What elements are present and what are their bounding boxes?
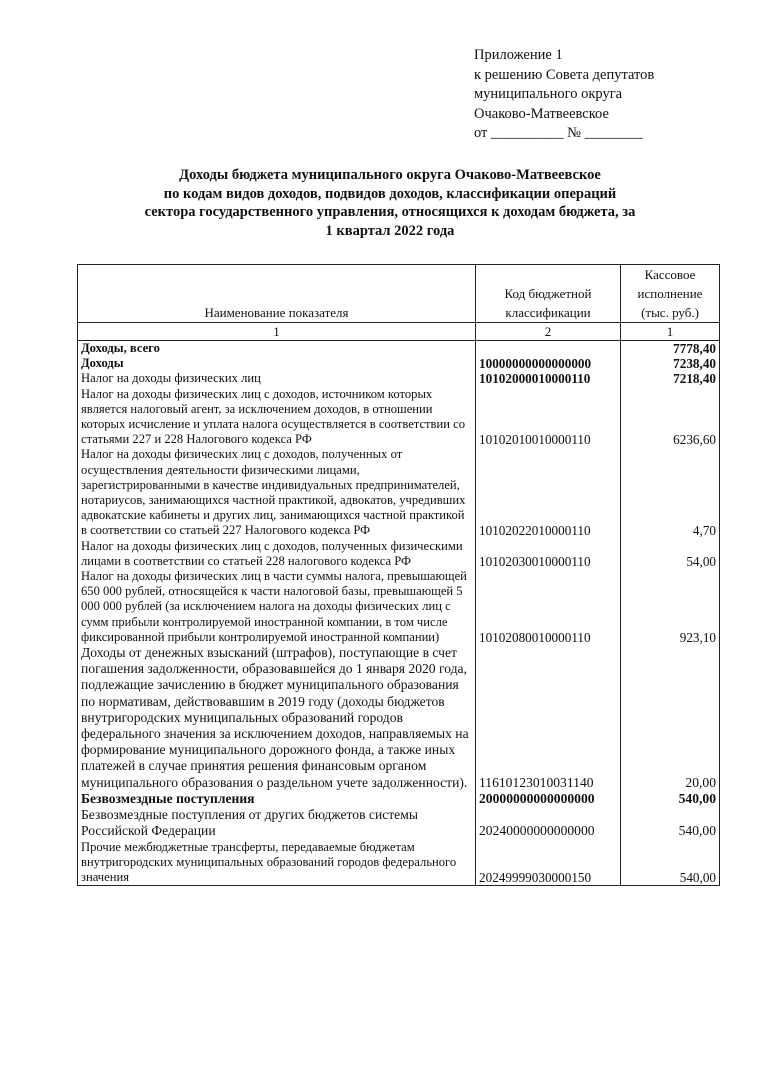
table-header-row [78,265,720,323]
column-number: 1 [621,323,720,341]
row-amount: 20,00 [621,645,720,791]
table-row [78,645,720,791]
row-amount: 7218,40 [621,371,720,386]
column-number: 1 [78,323,476,341]
row-code: 10000000000000000 [476,356,621,371]
row-name: Безвозмездные поступления от других бюджетов системы Российской Федерации [78,807,476,839]
row-code: 10102000010000110 [476,371,621,386]
table-row [78,539,720,569]
appendix-line: к решению Совета депутатов [474,66,655,83]
row-name: Налог на доходы физических лиц в части суммы налога, превышающей 650 000 рублей, относящейся к части налоговой базы, превышающей 5 000 000 рублей (за исключением налога на доходы физических лиц с сумм прибыли контролируемой иностранной компании, в том числе фиксированной прибыли контролируемой иностранной компании) [78,569,476,645]
row-amount: 6236,60 [621,387,720,448]
table-row [78,356,720,371]
row-name: Доходы, всего [78,341,476,357]
header-code: Код бюджетной классификации [476,265,621,323]
document-title [70,166,710,240]
row-code: 10102022010000110 [476,447,621,538]
row-name: Налог на доходы физических лиц с доходов, полученных от осуществления деятельности физическими лицами, зарегистрированными в качестве индивидуальных предпринимателей, нотариусов, занимающихся частной практикой, адвокатов, учредивших адвокатские кабинеты и других лиц, занимающихся частной практикой в соответствии со статьей 227 Налогового кодекса РФ [78,447,476,538]
table-row [78,341,720,357]
row-code: 10102010010000110 [476,387,621,448]
row-name: Безвозмездные поступления [78,791,476,807]
row-amount: 54,00 [621,539,720,569]
appendix-block [474,46,654,144]
row-name: Налог на доходы физических лиц [78,371,476,386]
row-name: Доходы от денежных взысканий (штрафов), поступающие в счет погашения задолженности, образовавшейся до 1 января 2020 года, подлежащие зачислению в бюджет муниципального образования по нормативам, действовавшим в 2019 году (доходы бюджетов внутригородских муниципальных образований городов федерального значения за исключением доходов, направляемых на формирование муниципального дорожного фонда, а также иных платежей в случае принятия решения финансовым органом муниципального образования о раздельном учете задолженности). [78,645,476,791]
row-code: 10102080010000110 [476,569,621,645]
table-row [78,371,720,386]
table-row [78,791,720,807]
row-amount: 540,00 [621,840,720,886]
row-amount: 540,00 [621,791,720,807]
row-amount: 7238,40 [621,356,720,371]
title-line: Доходы бюджета муниципального округа Очаково-Матвеевское [179,167,601,183]
table-row [78,840,720,886]
column-number-row [78,323,720,341]
column-number: 2 [476,323,621,341]
appendix-line: Приложение 1 [474,47,563,63]
row-name: Налог на доходы физических лиц с доходов, источником которых является налоговый агент, за исключением доходов, в отношении которых исчисление и уплата налога осуществляется в соответствии со статьями 227 и 228 Налогового кодекса РФ [78,387,476,448]
row-amount: 923,10 [621,569,720,645]
table-row [78,447,720,538]
title-line: сектора государственного управления, относящихся к доходам бюджета, за [144,204,636,221]
row-amount: 4,70 [621,447,720,538]
row-code: 10102030010000110 [476,539,621,569]
row-amount: 7778,40 [621,341,720,357]
appendix-date-number-line: от __________ № ________ [474,125,643,142]
row-code: 20000000000000000 [476,791,621,807]
table-row [78,569,720,645]
row-name: Налог на доходы физических лиц с доходов, полученных физическими лицами в соответствии со статьей 228 налогового кодекса РФ [78,539,476,569]
row-amount: 540,00 [621,807,720,839]
appendix-line: муниципального округа [474,86,623,103]
row-code: 20249999030000150 [476,840,621,886]
row-code: 11610123010031140 [476,645,621,791]
row-name: Прочие межбюджетные трансферты, передаваемые бюджетам внутригородских муниципальных образований городов федерального значения [78,840,476,886]
row-name: Доходы [78,356,476,371]
table-row [78,807,720,839]
appendix-line: Очаково-Матвеевское [474,105,609,122]
header-name: Наименование показателя [78,265,476,323]
header-amount: Кассовое исполнение (тыс. руб.) [621,265,720,323]
row-code [476,341,621,357]
table-row [78,387,720,448]
row-code: 20240000000000000 [476,807,621,839]
income-table [77,264,720,886]
title-line: по кодам видов доходов, подвидов доходов, классификации операций [163,185,617,202]
title-line: 1 квартал 2022 года [325,222,455,239]
